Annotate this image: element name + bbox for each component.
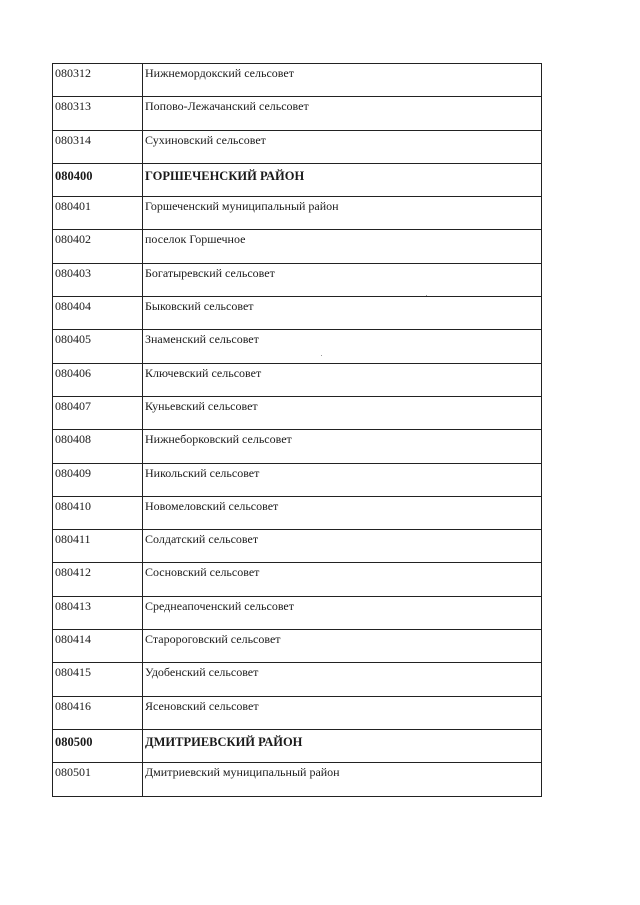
table-row xyxy=(53,596,542,629)
name-cell xyxy=(143,596,542,629)
table-row xyxy=(53,396,542,429)
code-table xyxy=(52,63,542,797)
name-text: Ключевский сельсовет xyxy=(145,365,262,380)
code-cell xyxy=(53,97,143,130)
name-cell xyxy=(143,97,542,130)
name-cell xyxy=(143,64,542,97)
name-text: Куньевский сельсовет xyxy=(145,398,258,413)
code-text: 080500 xyxy=(55,734,93,749)
code-text: 080312 xyxy=(55,66,91,80)
name-text: Солдатский сельсовет xyxy=(145,532,259,547)
code-cell xyxy=(53,163,143,196)
code-cell xyxy=(53,230,143,263)
code-text: 080401 xyxy=(55,199,91,214)
name-text: Богатыревский сельсовет xyxy=(145,265,275,280)
code-cell xyxy=(53,563,143,596)
scan-speck xyxy=(321,355,322,356)
table-row xyxy=(53,330,542,363)
table-row-heading xyxy=(53,163,542,196)
name-cell xyxy=(143,363,542,396)
name-text: Никольский сельсовет xyxy=(145,465,260,480)
code-cell xyxy=(53,663,143,696)
code-text: 080406 xyxy=(55,365,91,380)
table-row xyxy=(53,530,542,563)
table-row xyxy=(53,230,542,263)
table-row xyxy=(53,130,542,163)
name-cell xyxy=(143,530,542,563)
name-cell xyxy=(143,330,542,363)
name-text: Знаменский сельсовет xyxy=(145,332,259,347)
name-cell xyxy=(143,496,542,529)
table-row xyxy=(53,663,542,696)
code-text: 080412 xyxy=(55,565,91,580)
name-text: Быковский сельсовет xyxy=(145,299,254,314)
name-text: ДМИТРИЕВСКИЙ РАЙОН xyxy=(145,734,303,749)
code-text: 080501 xyxy=(55,765,91,780)
name-text: Нижнеборковский сельсовет xyxy=(145,432,292,447)
code-cell xyxy=(53,596,143,629)
code-cell xyxy=(53,630,143,663)
code-text: 080409 xyxy=(55,465,91,480)
name-cell xyxy=(143,729,542,762)
code-cell xyxy=(53,297,143,330)
code-text: 080410 xyxy=(55,498,91,513)
table-row xyxy=(53,563,542,596)
code-text: 080400 xyxy=(55,168,93,183)
name-cell xyxy=(143,663,542,696)
name-text: Нижнемордокский сельсовет xyxy=(145,66,294,80)
code-cell xyxy=(53,363,143,396)
name-text: Удобенский сельсовет xyxy=(145,665,259,680)
name-cell xyxy=(143,630,542,663)
code-text: 080408 xyxy=(55,432,91,447)
code-cell xyxy=(53,64,143,97)
table-row xyxy=(53,430,542,463)
table-row xyxy=(53,630,542,663)
name-cell xyxy=(143,696,542,729)
code-text: 080413 xyxy=(55,598,91,613)
code-cell xyxy=(53,330,143,363)
name-text: поселок Горшечное xyxy=(145,232,246,247)
code-text: 080314 xyxy=(55,132,91,147)
code-cell xyxy=(53,496,143,529)
name-cell xyxy=(143,463,542,496)
code-text: 080405 xyxy=(55,332,91,347)
code-cell xyxy=(53,729,143,762)
table-row xyxy=(53,97,542,130)
name-text: Дмитриевский муниципальный район xyxy=(145,765,340,780)
name-cell xyxy=(143,130,542,163)
code-cell xyxy=(53,263,143,296)
code-text: 080407 xyxy=(55,398,91,413)
table-row xyxy=(53,496,542,529)
name-cell xyxy=(143,563,542,596)
table-row xyxy=(53,696,542,729)
code-cell xyxy=(53,130,143,163)
name-cell xyxy=(143,163,542,196)
code-cell xyxy=(53,463,143,496)
code-text: 080411 xyxy=(55,532,91,547)
table-row xyxy=(53,463,542,496)
code-text: 080414 xyxy=(55,632,91,647)
table-row xyxy=(53,763,542,796)
code-cell xyxy=(53,696,143,729)
code-text: 080415 xyxy=(55,665,91,680)
table-row xyxy=(53,64,542,97)
name-text: Ясеновский сельсовет xyxy=(145,698,259,713)
name-cell xyxy=(143,396,542,429)
code-cell xyxy=(53,763,143,796)
name-text: Горшеченский муниципальный район xyxy=(145,199,339,214)
code-text: 080403 xyxy=(55,265,91,280)
code-cell xyxy=(53,430,143,463)
code-cell xyxy=(53,197,143,230)
code-text: 080313 xyxy=(55,99,91,114)
code-text: 080404 xyxy=(55,299,91,314)
table-row xyxy=(53,197,542,230)
code-cell xyxy=(53,396,143,429)
name-text: Сосновский сельсовет xyxy=(145,565,260,580)
name-text: Старороговский сельсовет xyxy=(145,632,281,647)
name-text: Новомеловский сельсовет xyxy=(145,498,279,513)
name-cell xyxy=(143,230,542,263)
name-text: Среднеапоченский сельсовет xyxy=(145,598,294,613)
name-text: Попово-Лежачанский сельсовет xyxy=(145,99,309,114)
code-cell xyxy=(53,530,143,563)
table-row xyxy=(53,363,542,396)
table-row xyxy=(53,263,542,296)
name-cell xyxy=(143,263,542,296)
name-cell xyxy=(143,197,542,230)
scan-speck xyxy=(426,295,427,296)
code-table-body xyxy=(53,64,542,797)
name-cell xyxy=(143,297,542,330)
name-text: ГОРШЕЧЕНСКИЙ РАЙОН xyxy=(145,168,305,183)
code-text: 080416 xyxy=(55,698,91,713)
table-row xyxy=(53,297,542,330)
name-cell xyxy=(143,763,542,796)
table-row-heading xyxy=(53,729,542,762)
name-text: Сухиновский сельсовет xyxy=(145,132,266,147)
code-text: 080402 xyxy=(55,232,91,247)
name-cell xyxy=(143,430,542,463)
